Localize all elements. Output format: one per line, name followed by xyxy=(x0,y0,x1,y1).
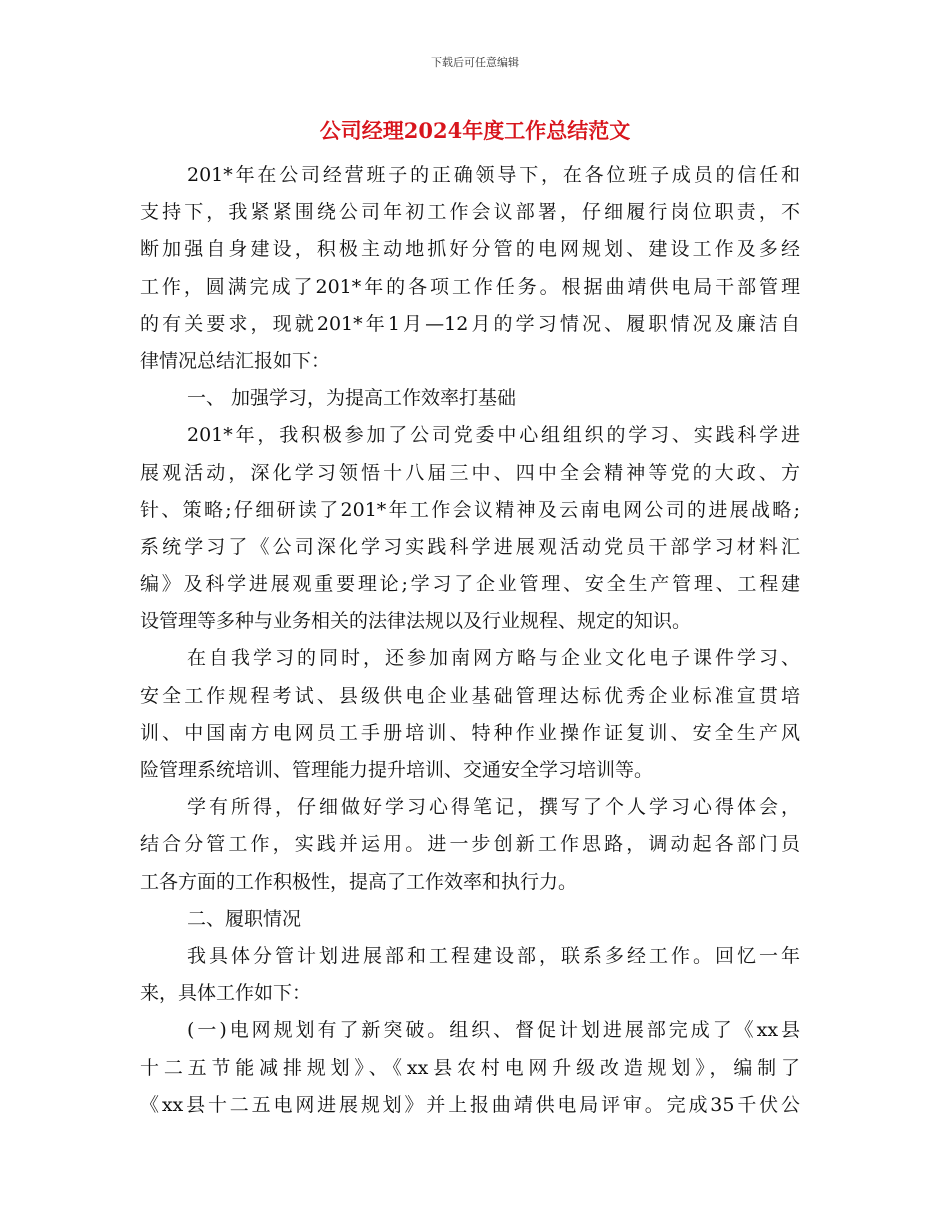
section-heading: 二、履职情况 xyxy=(187,907,302,930)
text-line: 律情况总结汇报如下： xyxy=(140,349,331,372)
text-line: 我具体分管计划进展部和工程建设部，联系多经工作。回忆一年 xyxy=(187,944,800,967)
text-line: 201*年，我积极参加了公司党委中心组组织的学习、实践科学进 xyxy=(187,424,800,447)
text-line: 结合分管工作，实践并运用。进一步创新工作思路，调动起各部门员 xyxy=(140,833,800,856)
text-line: 险管理系统培训、管理能力提升培训、交通安全学习培训等。 xyxy=(140,759,654,781)
text-line: 编》及科学进展观重要理论;学习了企业管理、安全生产管理、工程建 xyxy=(140,573,800,596)
text-line: 在自我学习的同时，还参加南网方略与企业文化电子课件学习、 xyxy=(187,647,800,670)
text-line: 系统学习了《公司深化学习实践科学进展观活动党员干部学习材料汇 xyxy=(140,535,800,558)
text-line: 来，具体工作如下： xyxy=(140,982,312,1005)
document-body xyxy=(140,157,800,1124)
text-line: 安全工作规程考试、县级供电企业基础管理达标优秀企业标准宣贯培 xyxy=(140,684,800,707)
text-line: 工各方面的工作积极性，提高了工作效率和执行力。 xyxy=(140,870,578,893)
text-line: 学有所得，仔细做好学习心得笔记，撰写了个人学习心得体会， xyxy=(187,796,800,819)
text-line: (一)电网规划有了新突破。组织、督促计划进展部完成了《xx县 xyxy=(187,1019,800,1042)
text-line: 《xx县十二五电网进展规划》并上报曲靖供电局评审。完成35千伏公 xyxy=(140,1093,800,1116)
page-header: 下载后可任意编辑 xyxy=(431,56,519,69)
text-line: 设管理等多种与业务相关的法律法规以及行业规程、规定的知识。 xyxy=(140,610,692,633)
text-line: 的有关要求，现就201*年1月—12月的学习情况、履职情况及廉洁自 xyxy=(140,312,800,335)
text-line: 十二五节能减排规划》、《xx县农村电网升级改造规划》，编制了 xyxy=(140,1056,800,1079)
text-line: 工作，圆满完成了201*年的各项工作任务。根据曲靖供电局干部管理 xyxy=(140,275,800,298)
section-heading: 一、 加强学习，为提高工作效率打基础 xyxy=(187,387,517,410)
text-line: 201*年在公司经营班子的正确领导下，在各位班子成员的信任和 xyxy=(187,164,800,186)
text-line: 训、中国南方电网员工手册培训、特种作业操作证复训、安全生产风 xyxy=(140,721,800,744)
text-line: 断加强自身建设，积极主动地抓好分管的电网规划、建设工作及多经 xyxy=(140,238,800,261)
text-line: 展观活动，深化学习领悟十八届三中、四中全会精神等党的大政、方 xyxy=(140,461,800,484)
document-title: 公司经理2024年度工作总结范文 xyxy=(319,118,631,143)
text-line: 支持下，我紧紧围绕公司年初工作会议部署，仔细履行岗位职责，不 xyxy=(140,201,800,224)
text-line: 针、策略;仔细研读了201*年工作会议精神及云南电网公司的进展战略; xyxy=(140,498,800,521)
